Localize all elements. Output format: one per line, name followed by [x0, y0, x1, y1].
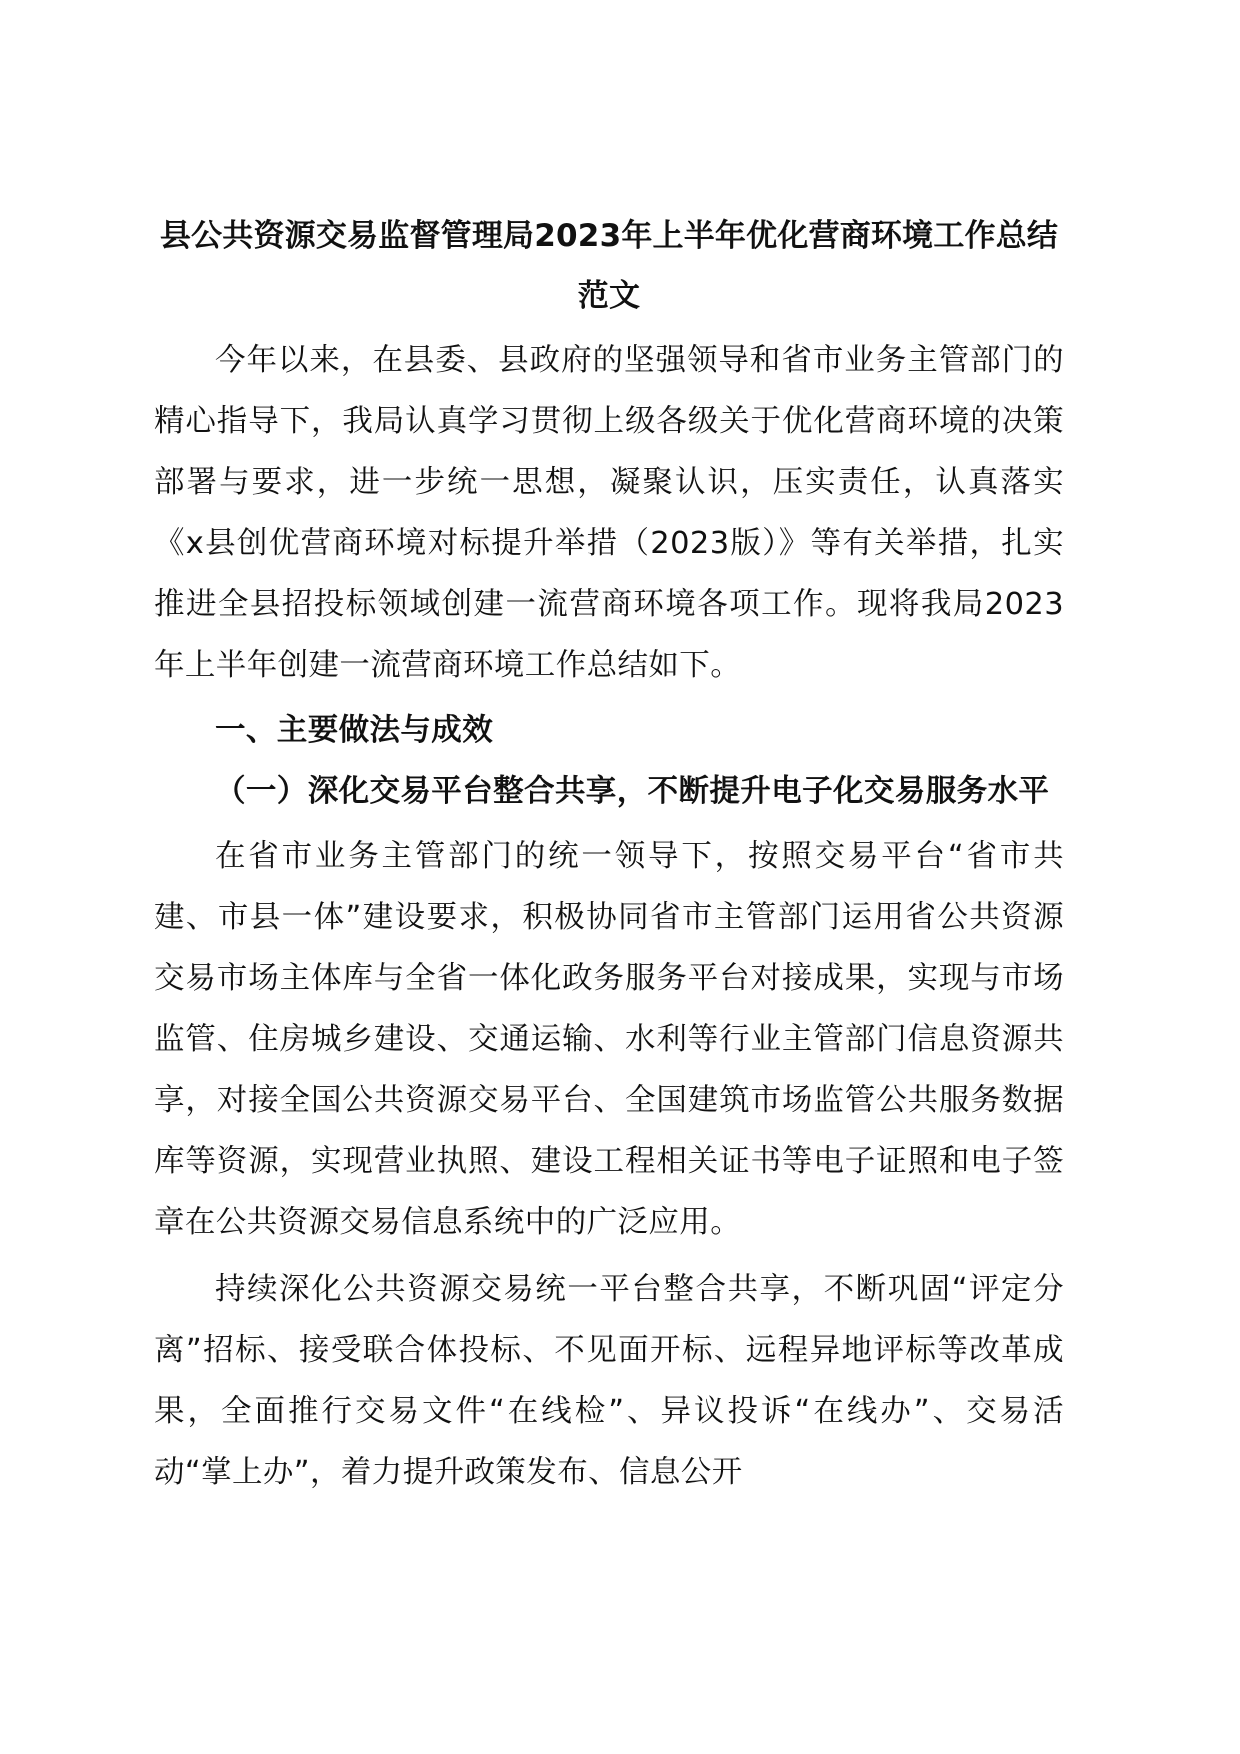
- document-title: 县公共资源交易监督管理局2023年上半年优化营商环境工作总结范文: [159, 218, 1059, 314]
- intro-paragraph: 今年以来，在县委、县政府的坚强领导和省市业务主管部门的精心指导下，我局认真学习贯彻上级各级关于优化营商环境的决策部署与要求，进一步统一思想，凝聚认识，压实责任，认真落实《x县创优营商环境对标提升举措（2023版）》等有关举措，扎实推进全县招投标领域创建一流营商环境各项工作。现将我局2023年上半年创建一流营商环境工作总结如下。: [154, 343, 1064, 683]
- document-body: [154, 206, 1064, 1503]
- subsection-heading: （一）深化交易平台整合共享，不断提升电子化交易服务水平: [215, 774, 1050, 809]
- body-paragraph-2: 持续深化公共资源交易统一平台整合共享，不断巩固“评定分离”招标、接受联合体投标、不见面开标、远程异地评标等改革成果，全面推行交易文件“在线检”、异议投诉“在线办”、交易活动“掌上办”，着力提升政策发布、信息公开: [154, 1272, 1064, 1490]
- section-heading: 一、主要做法与成效: [215, 713, 494, 748]
- body-paragraph-1: 在省市业务主管部门的统一领导下，按照交易平台“省市共建、市县一体”建设要求，积极协同省市主管部门运用省公共资源交易市场主体库与全省一体化政务服务平台对接成果，实现与市场监管、住房城乡建设、交通运输、水利等行业主管部门信息资源共享，对接全国公共资源交易平台、全国建筑市场监管公共服务数据库等资源，实现营业执照、建设工程相关证书等电子证照和电子签章在公共资源交易信息系统中的广泛应用。: [154, 839, 1064, 1240]
